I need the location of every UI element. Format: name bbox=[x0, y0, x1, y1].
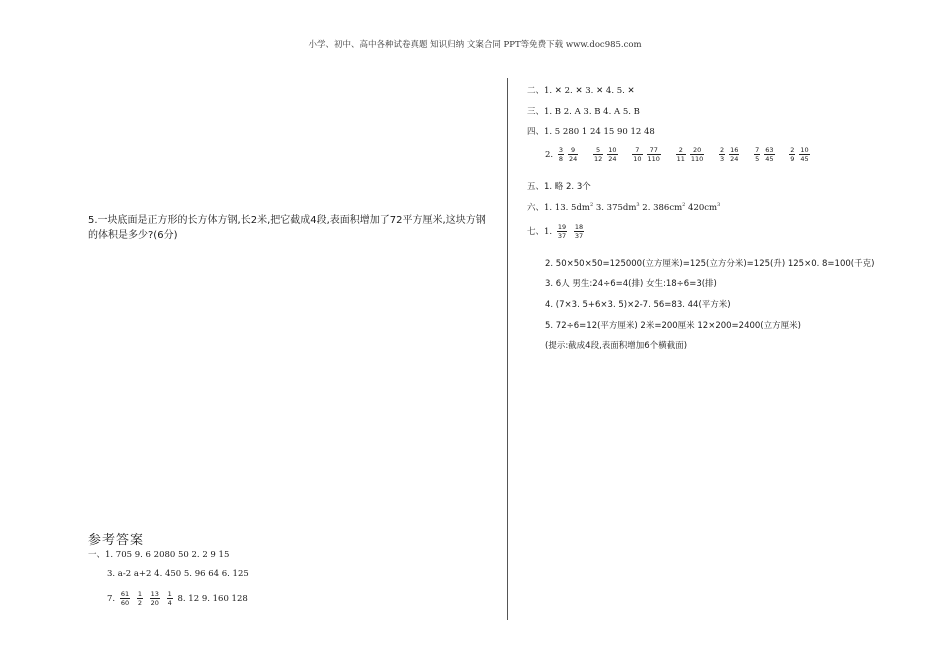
answer-section-7-hint: (提示:截成4段,表面积增加6个横截面) bbox=[545, 341, 688, 351]
answer-section-1-line3 bbox=[107, 590, 248, 607]
fraction-pair: $\frac{3}{8}$ $\frac{9}{24}$ bbox=[558, 146, 578, 163]
line3-suffix: 8. 12 9. 160 128 bbox=[177, 594, 248, 604]
superscript: 2 bbox=[589, 202, 594, 209]
fraction-pair: $\frac{2}{9}$ $\frac{10}{45}$ bbox=[790, 146, 809, 163]
answer-section-3: 三、1. B 2. A 3. B 4. A 5. B bbox=[527, 107, 640, 117]
fraction: $\frac{13}{20}$ bbox=[150, 590, 159, 607]
answer-section-7-line3: 3. 6人 男生:24÷6=4(排) 女生:18÷6=3(排) bbox=[545, 279, 717, 289]
superscript: 3 bbox=[636, 202, 640, 209]
answer-section-7-line2: 2. 50×50×50=125000(立方厘米)=125(立方分米)=125(升) 125×0. 8=100(千克) bbox=[545, 259, 875, 269]
fraction-pair: $\frac{5}{12}$ $\frac{10}{24}$ bbox=[593, 146, 617, 163]
answer-section-7-line1 bbox=[527, 223, 586, 240]
answers-title: 参考答案 bbox=[88, 533, 145, 548]
superscript: 2 bbox=[682, 202, 686, 209]
fraction: $\frac{18}{37}$ bbox=[574, 223, 584, 240]
liu-part-c: 2. 386cm bbox=[642, 203, 683, 213]
answer-section-1-line1: 一、1. 705 9. 6 2080 50 2. 2 9 15 bbox=[88, 550, 230, 560]
superscript: 3 bbox=[717, 202, 721, 209]
liu-part-b: 3. 375dm bbox=[595, 203, 637, 213]
answer-section-5: 五、1. 略 2. 3个 bbox=[527, 182, 591, 192]
fraction: $\frac{1}{4}$ bbox=[167, 590, 172, 607]
liu-part-d: 420cm bbox=[688, 203, 718, 213]
fraction: $\frac{61}{60}$ bbox=[120, 590, 130, 607]
fraction-pair: $\frac{7}{10}$ $\frac{77}{110}$ bbox=[633, 146, 660, 163]
fraction: $\frac{1}{2}$ bbox=[137, 590, 142, 607]
line3-prefix: 7. bbox=[107, 594, 116, 604]
answer-section-4-line2 bbox=[545, 146, 820, 163]
qi-prefix: 七、1. bbox=[527, 227, 553, 237]
page-header: 小学、初中、高中各种试卷真题 知识归纳 文案合同 PPT等免费下载 www.doc985.com bbox=[308, 40, 642, 50]
liu-part-a: 六、1. 13. 5dm bbox=[527, 203, 590, 213]
fraction-pair: $\frac{2}{3}$ $\frac{16}{24}$ bbox=[720, 146, 739, 163]
answer-section-2: 二、1. ✕ 2. ✕ 3. ✕ 4. 5. ✕ bbox=[527, 86, 635, 96]
answer-section-7-line4: 4. (7×3. 5+6×3. 5)×2-7. 56=83. 44(平方米) bbox=[545, 300, 731, 310]
si2-prefix: 2. bbox=[545, 150, 554, 160]
answer-section-1-line2: 3. a-2 a+2 4. 450 5. 96 64 6. 125 bbox=[107, 569, 249, 579]
fraction: $\frac{19}{37}$ bbox=[557, 223, 567, 240]
fraction-pair: $\frac{2}{11}$ $\frac{20}{110}$ bbox=[676, 146, 704, 163]
column-divider bbox=[507, 78, 508, 620]
answer-section-4: 四、1. 5 280 1 24 15 90 12 48 bbox=[527, 127, 655, 137]
fraction-pair: $\frac{7}{5}$ $\frac{63}{45}$ bbox=[755, 146, 774, 163]
answer-section-6 bbox=[527, 201, 720, 213]
answer-section-7-line5: 5. 72÷6=12(平方厘米) 2米=200厘米 12×200=2400(立方厘米) bbox=[545, 321, 801, 331]
question-5: 5.一块底面是正方形的长方体方钢,长2米,把它截成4段,表面积增加了72平方厘米,这块方钢的体积是多少?(6分) bbox=[88, 215, 486, 241]
